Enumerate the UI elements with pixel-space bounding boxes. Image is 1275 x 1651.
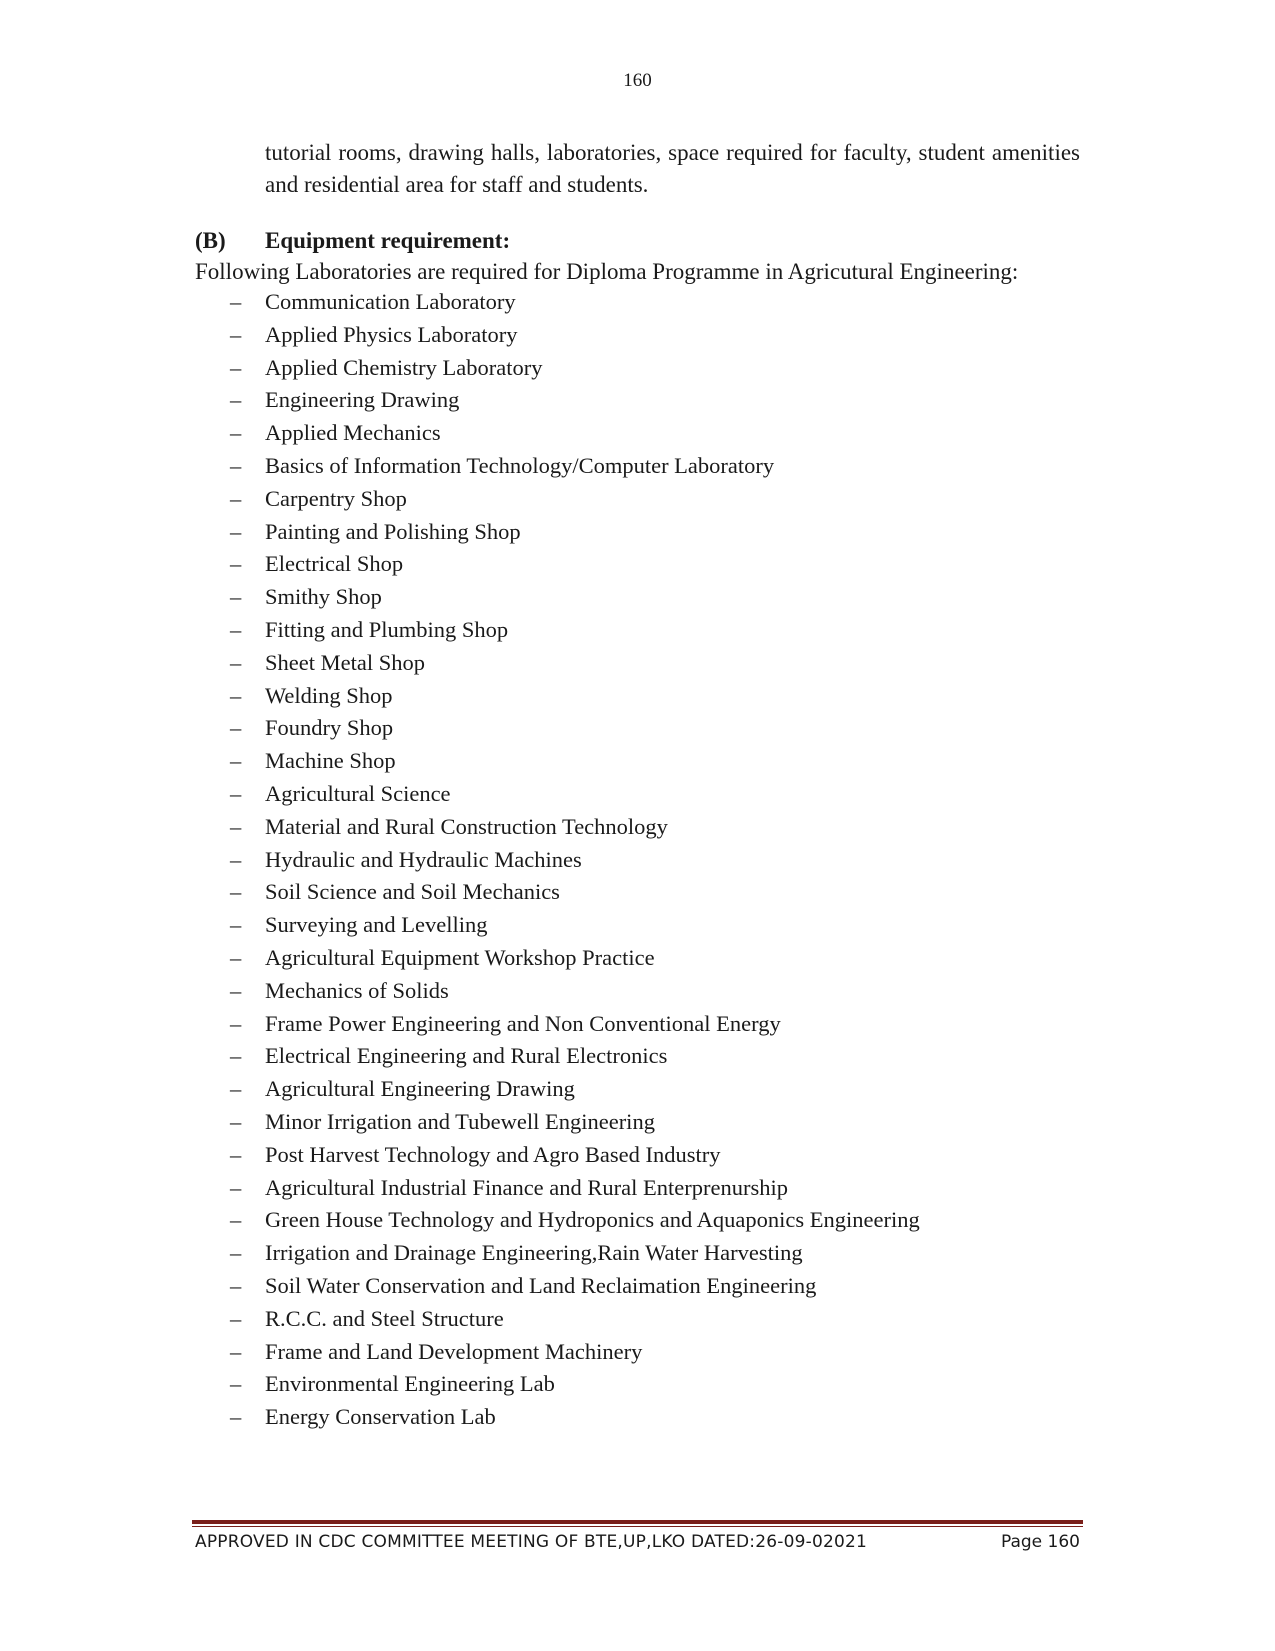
laboratory-name: Communication Laboratory [265, 289, 516, 314]
laboratory-name: Soil Science and Soil Mechanics [265, 879, 560, 905]
laboratory-list [230, 286, 920, 1434]
intro-paragraph: tutorial rooms, drawing halls, laboratories, space required for faculty, student amenities and residential area for staff and students. [265, 140, 1080, 197]
list-item [230, 1073, 920, 1106]
list-item [230, 450, 920, 483]
page-number: 160 [623, 70, 652, 91]
list-item [230, 942, 920, 975]
list-item [230, 1303, 920, 1336]
laboratory-name: Fitting and Plumbing Shop [265, 616, 509, 642]
laboratory-name: Foundry Shop [265, 715, 394, 741]
footer-approval-text: APPROVED IN CDC COMMITTEE MEETING OF BTE,UP,LKO DATED:26-09-02021 [195, 1532, 868, 1552]
list-item [230, 1368, 920, 1401]
list-item [230, 417, 920, 450]
laboratory-name: Painting and Polishing Shop [265, 518, 521, 544]
laboratory-name: R.C.C. and Steel Structure [265, 1305, 504, 1331]
dash-bullet: – [230, 1010, 242, 1036]
dash-bullet: – [230, 321, 242, 347]
list-item [230, 483, 920, 516]
dash-bullet: – [230, 1404, 242, 1430]
section-title: Equipment requirement: [265, 228, 511, 253]
laboratory-name: Material and Rural Construction Technology [265, 813, 668, 839]
laboratory-name: Post Harvest Technology and Agro Based Industry [265, 1141, 721, 1167]
laboratory-name: Hydraulic and Hydraulic Machines [265, 846, 582, 872]
list-item [230, 1008, 920, 1041]
dash-bullet: – [230, 1076, 242, 1102]
section-lead-text: Following Laboratories are required for Diploma Programme in Agricutural Engineering: [195, 259, 1019, 284]
dash-bullet: – [230, 1272, 242, 1298]
dash-bullet: – [230, 748, 242, 774]
dash-bullet: – [230, 944, 242, 970]
dash-bullet: – [230, 912, 242, 938]
dash-bullet: – [230, 1141, 242, 1167]
list-item [230, 581, 920, 614]
laboratory-name: Applied Physics Laboratory [265, 321, 518, 347]
list-item [230, 548, 920, 581]
laboratory-name: Surveying and Levelling [265, 912, 488, 938]
dash-bullet: – [230, 780, 242, 806]
section-heading [195, 226, 510, 256]
laboratory-name: Energy Conservation Lab [265, 1404, 496, 1430]
laboratory-name: Mechanics of Solids [265, 977, 449, 1003]
list-item [230, 1040, 920, 1073]
footer-page-label: Page 160 [1000, 1532, 1080, 1552]
laboratory-name: Smithy Shop [265, 584, 382, 610]
laboratory-name: Green House Technology and Hydroponics and Aquaponics Engineering [265, 1207, 920, 1233]
dash-bullet: – [230, 354, 242, 380]
dash-bullet: – [230, 616, 242, 642]
list-item [230, 1139, 920, 1172]
list-item [230, 1401, 920, 1434]
dash-bullet: – [230, 584, 242, 610]
list-item [230, 1237, 920, 1270]
section-label: (B) [195, 228, 226, 253]
dash-bullet: – [230, 879, 242, 905]
laboratory-name: Minor Irrigation and Tubewell Engineering [265, 1108, 655, 1134]
list-item [230, 1204, 920, 1237]
laboratory-name: Agricultural Industrial Finance and Rural Enterprenurship [265, 1174, 788, 1200]
dash-bullet: – [230, 420, 242, 446]
laboratory-name: Soil Water Conservation and Land Reclaimation Engineering [265, 1272, 817, 1298]
footer-divider [192, 1520, 1083, 1528]
dash-bullet: – [230, 649, 242, 675]
laboratory-name: Welding Shop [265, 682, 393, 708]
list-item [230, 712, 920, 745]
dash-bullet: – [230, 1371, 242, 1397]
list-item [230, 1106, 920, 1139]
list-item [230, 975, 920, 1008]
dash-bullet: – [230, 452, 242, 478]
laboratory-name: Machine Shop [265, 748, 396, 774]
dash-bullet: – [230, 682, 242, 708]
laboratory-name: Sheet Metal Shop [265, 649, 425, 675]
laboratory-name: Applied Chemistry Laboratory [265, 354, 543, 380]
dash-bullet: – [230, 289, 242, 314]
laboratory-name: Electrical Shop [265, 551, 404, 577]
laboratory-name: Irrigation and Drainage Engineering,Rain Water Harvesting [265, 1240, 803, 1266]
dash-bullet: – [230, 387, 242, 413]
laboratory-name: Frame Power Engineering and Non Conventional Energy [265, 1010, 781, 1036]
laboratory-name: Applied Mechanics [265, 420, 441, 446]
list-item [230, 811, 920, 844]
list-item [230, 876, 920, 909]
dash-bullet: – [230, 813, 242, 839]
list-item [230, 1336, 920, 1369]
dash-bullet: – [230, 551, 242, 577]
dash-bullet: – [230, 1108, 242, 1134]
dash-bullet: – [230, 1338, 242, 1364]
laboratory-name: Environmental Engineering Lab [265, 1371, 555, 1397]
dash-bullet: – [230, 1043, 242, 1069]
laboratory-name: Agricultural Equipment Workshop Practice [265, 944, 655, 970]
dash-bullet: – [230, 518, 242, 544]
list-item [230, 745, 920, 778]
page-footer [195, 1530, 1080, 1554]
list-item [230, 680, 920, 713]
laboratory-name: Basics of Information Technology/Computer Laboratory [265, 452, 775, 478]
list-item [230, 286, 920, 319]
list-item [230, 909, 920, 942]
list-item [230, 1270, 920, 1303]
laboratory-name: Engineering Drawing [265, 387, 460, 413]
laboratory-name: Electrical Engineering and Rural Electronics [265, 1043, 668, 1069]
laboratory-name: Carpentry Shop [265, 485, 407, 511]
dash-bullet: – [230, 1174, 242, 1200]
dash-bullet: – [230, 1207, 242, 1233]
laboratory-name: Agricultural Engineering Drawing [265, 1076, 575, 1102]
dash-bullet: – [230, 1240, 242, 1266]
laboratory-name: Agricultural Science [265, 780, 451, 806]
list-item [230, 1172, 920, 1205]
list-item [230, 844, 920, 877]
dash-bullet: – [230, 1305, 242, 1331]
list-item [230, 647, 920, 680]
list-item [230, 384, 920, 417]
list-item [230, 614, 920, 647]
list-item [230, 778, 920, 811]
list-item [230, 319, 920, 352]
laboratory-name: Frame and Land Development Machinery [265, 1338, 643, 1364]
dash-bullet: – [230, 485, 242, 511]
list-item [230, 352, 920, 385]
list-item [230, 516, 920, 549]
dash-bullet: – [230, 715, 242, 741]
dash-bullet: – [230, 846, 242, 872]
dash-bullet: – [230, 977, 242, 1003]
